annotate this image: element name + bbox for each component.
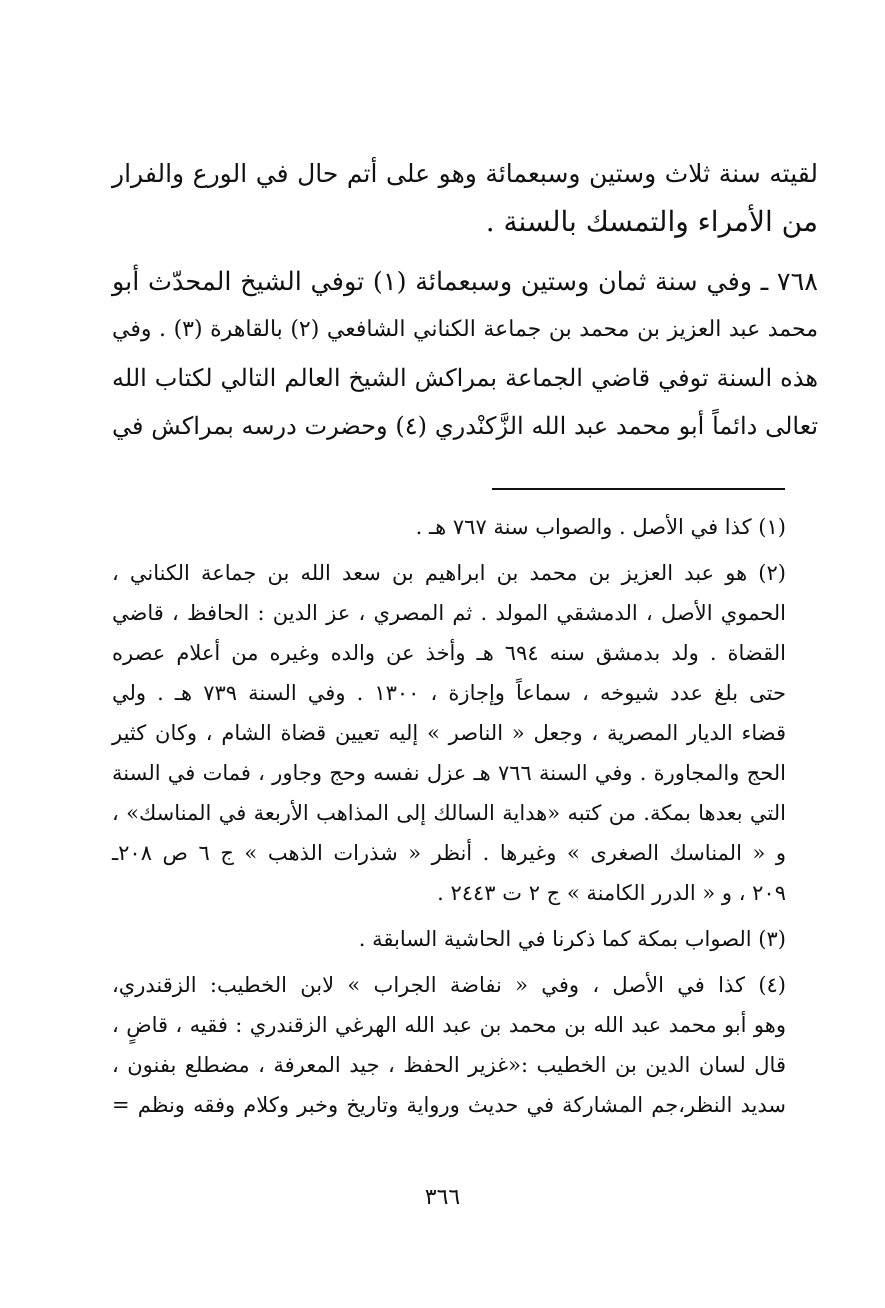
footnote-1 <box>112 507 786 547</box>
footnote-2 <box>112 553 786 913</box>
footnote-separator <box>492 488 785 490</box>
footnote-line: قضاء الديار المصرية ، وجعل « الناصر » إليه تعيين قضاة الشام ، وكان كثير <box>112 721 786 745</box>
main-text-line: محمد عبد العزيز بن محمد بن جماعة الكناني الشافعي (٢) بالقاهرة (٣) . وفي <box>112 317 819 342</box>
footnote-line: وهو أبو محمد عبد الله بن محمد بن عبد الله الهرغي الزقندري : فقيه ، قاضٍ ، <box>112 1013 786 1037</box>
footnote-line: و « المناسك الصغرى » وغيرها . أنظر « شذرات الذهب » ج ٦ ص ٢٠٨ـ <box>112 841 787 865</box>
footnote-line: (١) كذا في الأصل . والصواب سنة ٧٦٧ هـ . <box>415 515 786 539</box>
footnote-4 <box>112 965 786 1125</box>
footnote-line: الحج والمجاورة . وفي السنة ٧٦٦ هـ عزل نفسه وحج وجاور ، فمات في السنة <box>112 761 786 785</box>
main-text-line: تعالى دائماً أبو محمد عبد الله الزَّكنْدري (٤) وحضرت درسه بمراكش في <box>112 412 818 440</box>
main-text-line: هذه السنة توفي قاضي الجماعة بمراكش الشيخ العالم التالي لكتاب الله <box>112 364 818 392</box>
page-number: ٣٦٦ <box>424 1185 461 1210</box>
footnote-line: الحموي الأصل ، الدمشقي المولد . ثم المصري ، عز الدين : الحافظ ، قاضي <box>112 601 786 625</box>
footnote-line: قال لسان الدين بن الخطيب :«غزير الحفظ ، جيد المعرفة ، مضطلع بفنون ، <box>112 1053 786 1077</box>
footnote-line: (٣) الصواب بمكة كما ذكرنا في الحاشية السابقة . <box>358 927 786 951</box>
footnote-line: القضاة . ولد بدمشق سنه ٦٩٤ هـ وأخذ عن والده وغيره من أعلام عصره <box>112 641 786 665</box>
footnote-line: (٢) هو عبد العزيز بن محمد بن ابراهيم بن سعد الله بن جماعة الكناني ، <box>112 561 786 585</box>
footnote-line: ٢٠٩ ، و « الدرر الكامنة » ج ٢ ت ٢٤٤٣ . <box>437 881 786 905</box>
footnote-line: سديد النظر،جم المشاركة في حديث ورواية وتاريخ وخبر وكلام وفقه ونظم = <box>112 1093 786 1117</box>
main-text <box>112 150 818 450</box>
main-text-line: من الأمراء والتمسك بالسنة . <box>485 205 818 238</box>
footnote-line: حتى بلغ عدد شيوخه ، سماعاً وإجازة ، ١٣٠٠ . وفي السنة ٧٣٩ هـ . ولي <box>112 681 787 705</box>
footnotes <box>112 507 786 1125</box>
main-text-line: لقيته سنة ثلاث وستين وسبعمائة وهو على أتم حال في الورع والفرار <box>112 159 818 188</box>
footnote-line: (٤) كذا في الأصل ، وفي « نفاضة الجراب » لابن الخطيب: الزقندري، <box>112 973 786 997</box>
footnote-3 <box>112 919 786 959</box>
main-text-line: ٧٦٨ ـ وفي سنة ثمان وستين وسبعمائة (١) توفي الشيخ المحدّث أبو <box>112 267 818 297</box>
footnote-line: التي بعدها بمكة. من كتبه «هداية السالك إلى المذاهب الأربعة في المناسك» ، <box>112 801 786 825</box>
